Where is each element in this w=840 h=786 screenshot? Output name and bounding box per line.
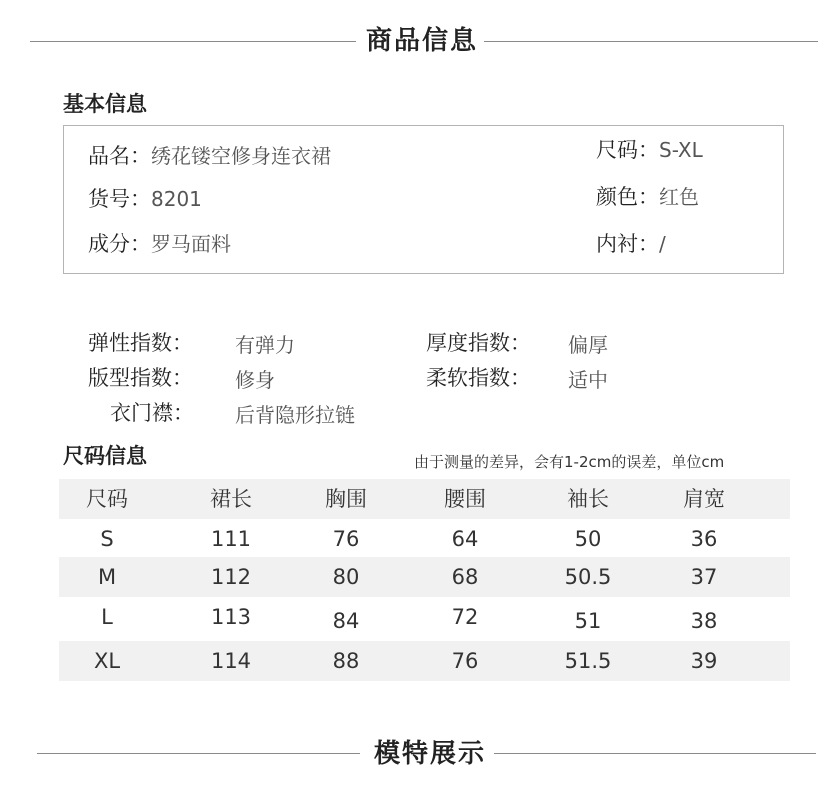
footer-divider-right bbox=[494, 753, 816, 754]
table-cell: 68 bbox=[451, 565, 479, 589]
info-label: 内衬： bbox=[596, 232, 659, 256]
attr-softness-label: 柔软指数： bbox=[426, 366, 531, 390]
attr-thickness-value: 偏厚 bbox=[568, 333, 608, 357]
table-cell: 64 bbox=[451, 527, 479, 551]
table-cell: 50 bbox=[574, 527, 602, 551]
table-cell: 39 bbox=[690, 649, 718, 673]
info-color bbox=[596, 181, 699, 211]
table-cell: 112 bbox=[210, 565, 252, 589]
table-cell: 38 bbox=[690, 609, 718, 633]
attr-fit-value: 修身 bbox=[235, 368, 275, 392]
attr-softness-value: 适中 bbox=[568, 368, 608, 392]
table-cell: 72 bbox=[451, 605, 479, 629]
footer-title: 模特展示 bbox=[374, 739, 487, 769]
table-header-cell: 腰围 bbox=[444, 487, 486, 511]
info-product-name bbox=[88, 140, 331, 170]
table-cell: 84 bbox=[332, 609, 360, 633]
info-label: 品名： bbox=[88, 144, 151, 168]
table-row bbox=[59, 641, 790, 681]
info-label: 颜色： bbox=[596, 185, 659, 209]
table-header-cell: 裙长 bbox=[210, 487, 252, 511]
info-value: 8201 bbox=[151, 187, 202, 211]
table-header-cell: 胸围 bbox=[325, 487, 367, 511]
size-table-header bbox=[59, 479, 790, 519]
info-material bbox=[88, 228, 231, 258]
size-info-note: 由于测量的差异，会有1-2cm的误差，单位cm bbox=[414, 453, 725, 471]
table-cell: S bbox=[100, 527, 114, 551]
attr-closure-label: 衣门襟： bbox=[110, 401, 194, 425]
table-row bbox=[59, 597, 790, 641]
info-value: 绣花镂空修身连衣裙 bbox=[151, 144, 331, 168]
table-cell: 114 bbox=[210, 649, 252, 673]
attr-closure-value: 后背隐形拉链 bbox=[235, 403, 355, 427]
attr-elasticity-label: 弹性指数： bbox=[88, 331, 193, 355]
table-row bbox=[59, 519, 790, 557]
size-table bbox=[59, 479, 790, 681]
attr-thickness-label: 厚度指数： bbox=[426, 331, 531, 355]
table-cell: 80 bbox=[332, 565, 360, 589]
table-cell: 113 bbox=[210, 605, 252, 629]
info-label: 尺码： bbox=[596, 138, 659, 162]
table-cell: 36 bbox=[690, 527, 718, 551]
header-divider-right bbox=[484, 41, 818, 42]
header-divider-left bbox=[30, 41, 356, 42]
table-header-cell: 袖长 bbox=[567, 487, 609, 511]
table-cell: 88 bbox=[332, 649, 360, 673]
attr-elasticity-value: 有弹力 bbox=[235, 333, 295, 357]
table-row bbox=[59, 557, 790, 597]
size-info-title: 尺码信息 bbox=[63, 444, 147, 468]
table-cell: 50.5 bbox=[564, 565, 612, 589]
info-size-range bbox=[596, 134, 703, 164]
info-label: 成分： bbox=[88, 232, 151, 256]
attr-fit-label: 版型指数： bbox=[88, 366, 193, 390]
table-cell: M bbox=[97, 565, 117, 589]
table-cell: L bbox=[101, 605, 113, 629]
table-cell: 111 bbox=[210, 527, 252, 551]
table-header-cell: 肩宽 bbox=[683, 487, 725, 511]
table-header-cell: 尺码 bbox=[86, 487, 128, 511]
footer-divider-left bbox=[37, 753, 360, 754]
info-value: 罗马面料 bbox=[151, 232, 231, 256]
info-value: / bbox=[659, 232, 666, 256]
info-value: S-XL bbox=[659, 138, 703, 162]
page-title: 商品信息 bbox=[366, 26, 479, 56]
basic-info-title: 基本信息 bbox=[63, 92, 147, 116]
table-cell: 76 bbox=[332, 527, 360, 551]
table-cell: 37 bbox=[690, 565, 718, 589]
table-cell: 76 bbox=[451, 649, 479, 673]
info-label: 货号： bbox=[88, 187, 151, 211]
table-cell: 51.5 bbox=[564, 649, 612, 673]
info-value: 红色 bbox=[659, 185, 699, 209]
table-cell: XL bbox=[93, 649, 121, 673]
table-cell: 51 bbox=[574, 609, 602, 633]
info-item-number bbox=[88, 183, 202, 213]
info-lining bbox=[596, 228, 666, 258]
